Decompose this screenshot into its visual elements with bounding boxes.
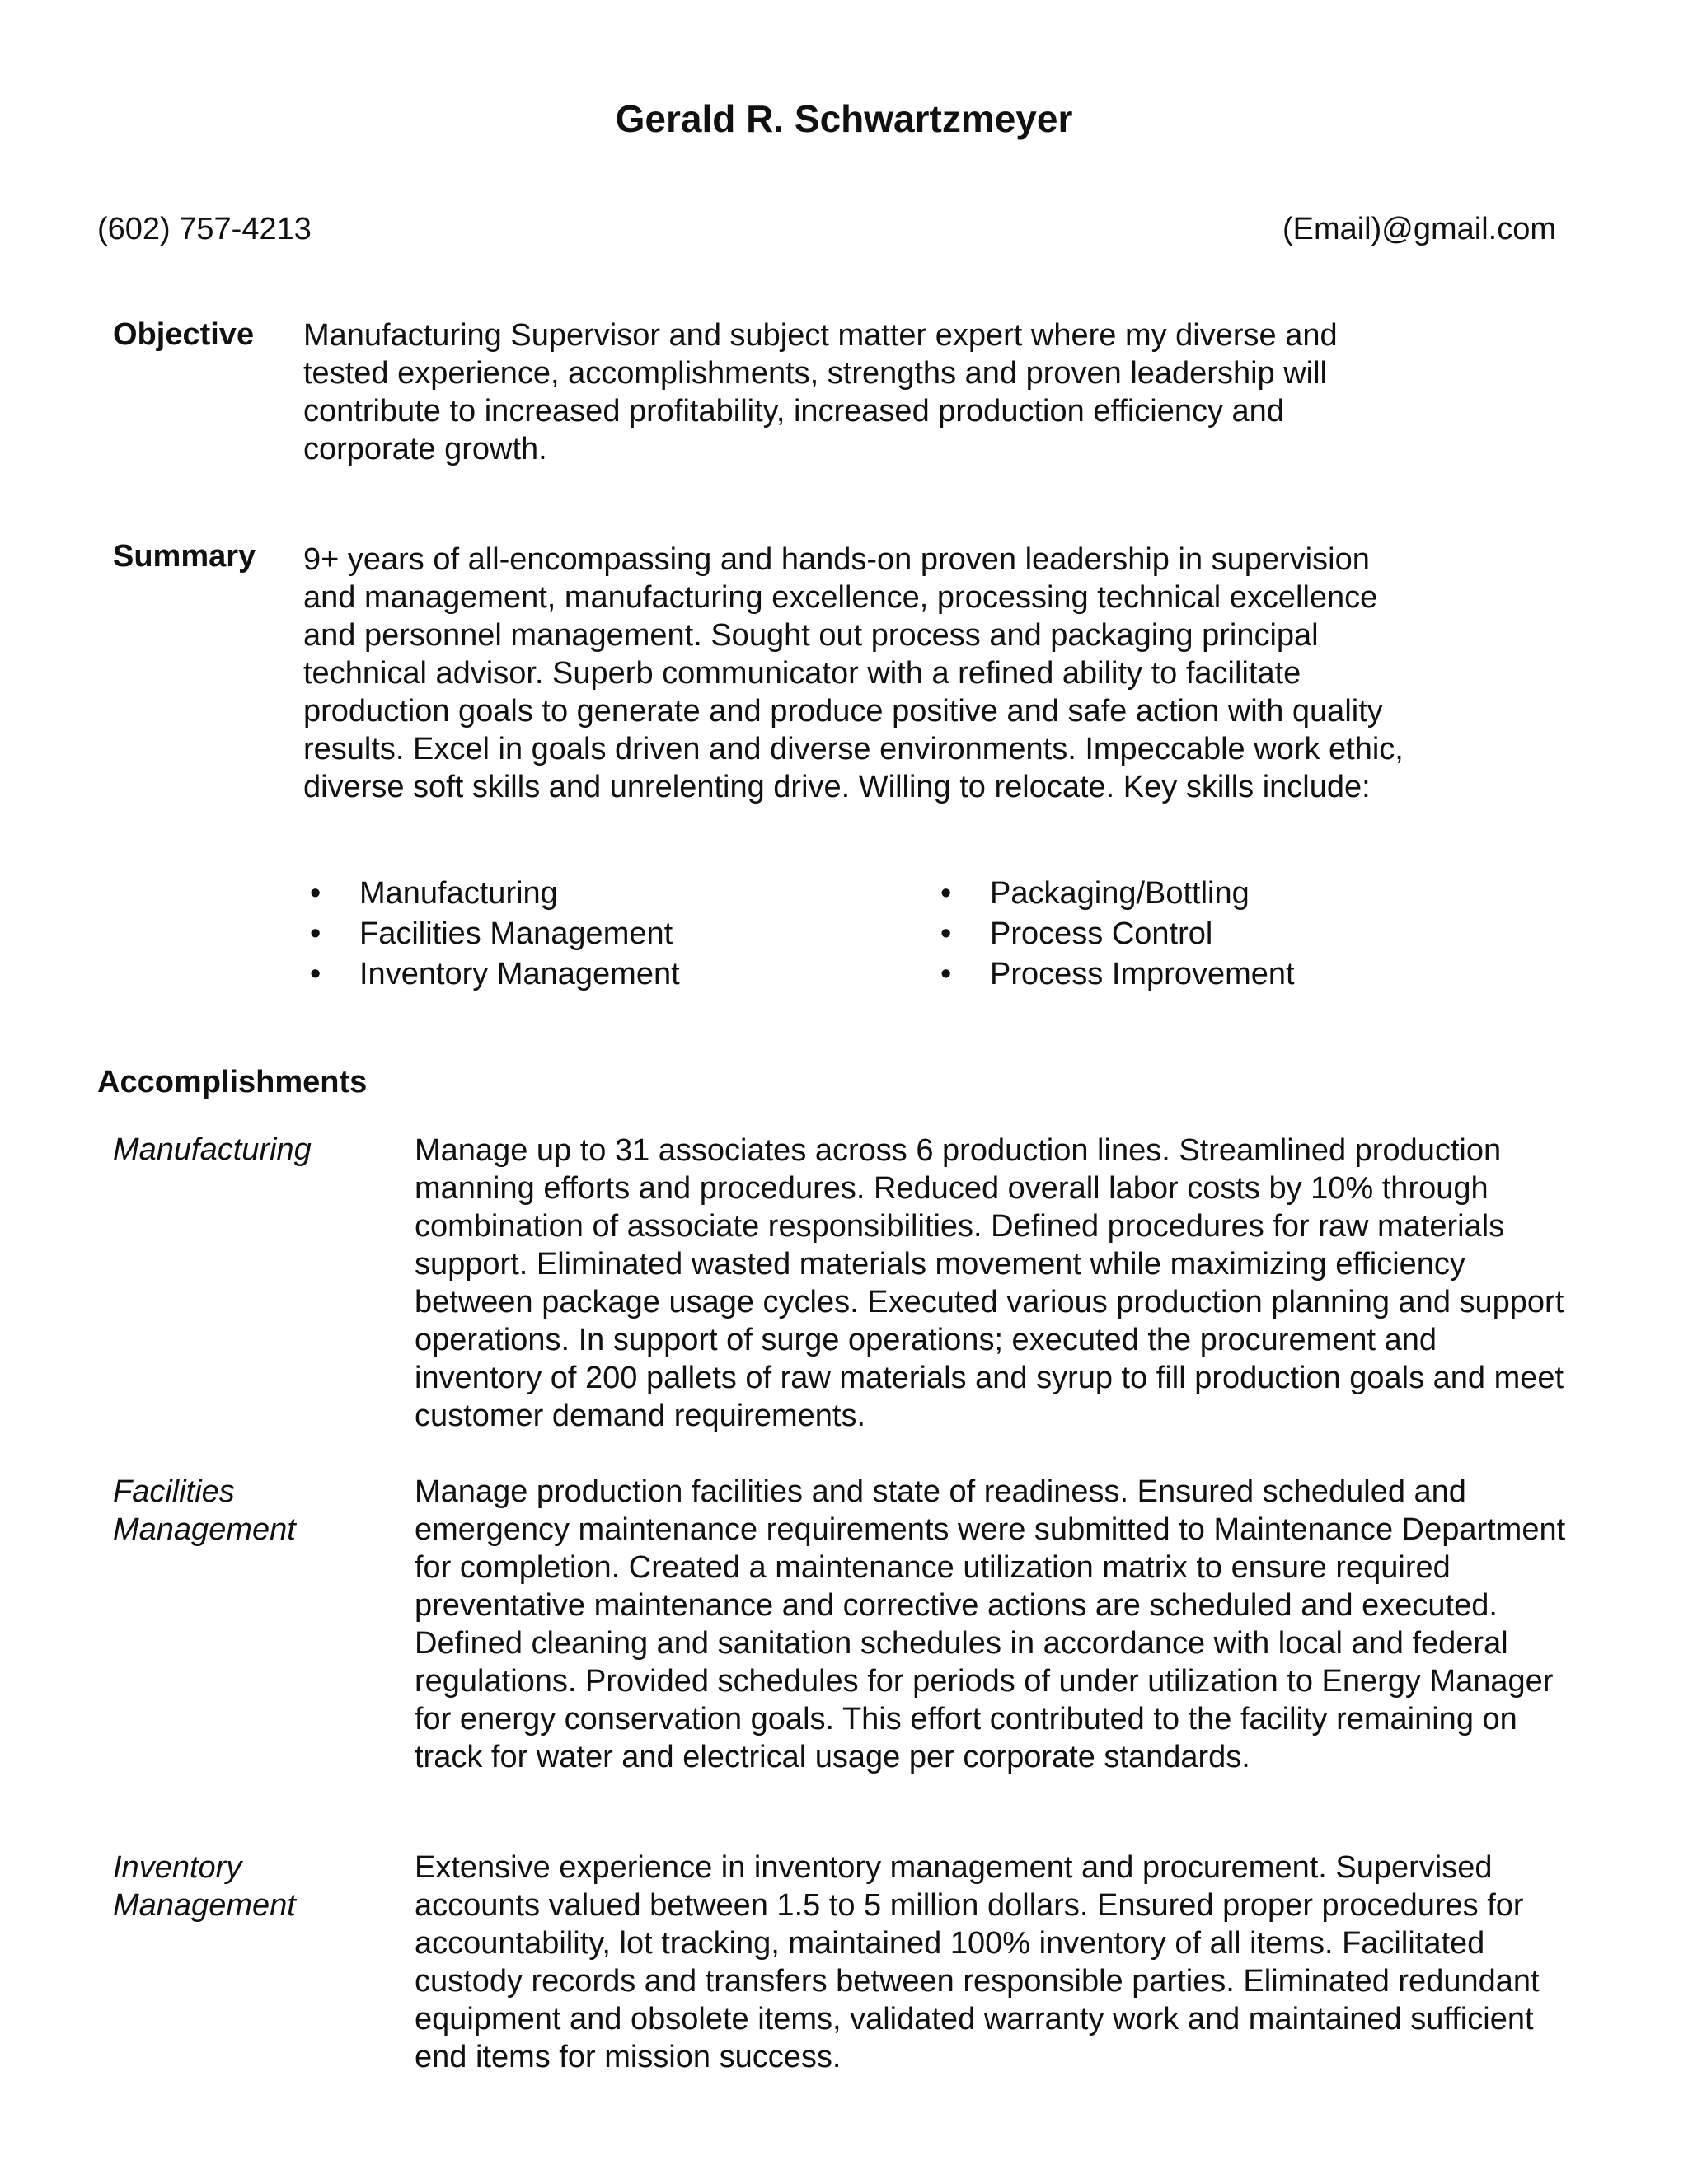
skill-label: Packaging/Bottling — [990, 876, 1250, 911]
skill-item — [934, 874, 1457, 914]
skill-label: Manufacturing — [359, 876, 558, 911]
accomplishment-text-inventory: Extensive experience in inventory management and procurement. Supervised accounts valued between 1.5 to 5 million dollars. Ensured proper procedures for accountability, lot tracking, maintained 100% inventory of all items. Facilitated custody records and transfers between responsible parties. Eliminated redundant equipment and obsolete items, validated warranty work and maintained sufficient end items for mission success. — [415, 1850, 1540, 2074]
bullet-icon: • — [310, 876, 321, 911]
objective-text: Manufacturing Supervisor and subject matter expert where my diverse and tested experience, accomplishments, strengths and proven leadership will contribute to increased profitability, increased production efficiency and corporate growth. — [303, 318, 1338, 466]
skill-label: Process Control — [990, 916, 1213, 951]
objective-label: Objective — [113, 317, 255, 352]
key-skills-list — [303, 874, 1457, 995]
skill-item — [934, 914, 1457, 954]
bullet-icon: • — [940, 916, 952, 951]
skill-item — [934, 954, 1457, 995]
bullet-icon: • — [310, 916, 321, 951]
accomplishment-text-manufacturing: Manage up to 31 associates across 6 production lines. Streamlined production manning efforts and procedures. Reduced overall labor costs by 10% through combination of associate responsibilities. Defined procedures for raw materials support. Eliminated wasted materials movement while maximizing efficiency between package usage cycles. Executed various production planning and support operations. In support of surge operations; executed the procurement and inventory of 200 pallets of raw materials and syrup to fill production goals and meet customer demand requirements. — [415, 1133, 1564, 1433]
skill-label: Inventory Management — [359, 957, 680, 991]
bullet-icon: • — [310, 957, 321, 991]
bullet-icon: • — [940, 957, 952, 991]
accomplishment-text-facilities: Manage production facilities and state of readiness. Ensured scheduled and emergency maintenance requirements were submitted to Maintenance Department for completion. Created a maintenance utilization matrix to ensure required preventative maintenance and corrective actions are scheduled and executed. Defined cleaning and sanitation schedules in accordance with local and federal regulations. Provided schedules for periods of under utilization to Energy Manager for energy conservation goals. This effort contributed to the facility remaining on track for water and electrical usage per corporate standards. — [415, 1474, 1566, 1774]
accomplishment-label-facilities: Facilities Management — [113, 1474, 296, 1547]
phone-number: (602) 757-4213 — [97, 212, 312, 246]
skill-label: Process Improvement — [990, 957, 1295, 991]
skill-item — [303, 954, 934, 995]
bullet-icon: • — [940, 876, 952, 911]
email-address: (Email)@gmail.com — [1282, 212, 1556, 246]
summary-label: Summary — [113, 539, 256, 574]
resume-name: Gerald R. Schwartzmeyer — [615, 97, 1073, 140]
accomplishment-label-manufacturing: Manufacturing — [113, 1132, 312, 1167]
accomplishment-label-inventory: Inventory Management — [113, 1850, 296, 1923]
accomplishments-heading: Accomplishments — [97, 1065, 368, 1099]
skill-label: Facilities Management — [359, 916, 673, 951]
skill-item — [303, 914, 934, 954]
summary-text: 9+ years of all-encompassing and hands-on proven leadership in supervision and management, manufacturing excellence, processing technical excellence and personnel management. Sought out process and packaging principal technical advisor. Superb communicator with a refined ability to facilitate production goals to generate and produce positive and safe action with quality results. Excel in goals driven and diverse environments. Impeccable work ethic, diverse soft skills and unrelenting drive. Willing to relocate. Key skills include: — [303, 542, 1404, 804]
skill-item — [303, 874, 934, 914]
